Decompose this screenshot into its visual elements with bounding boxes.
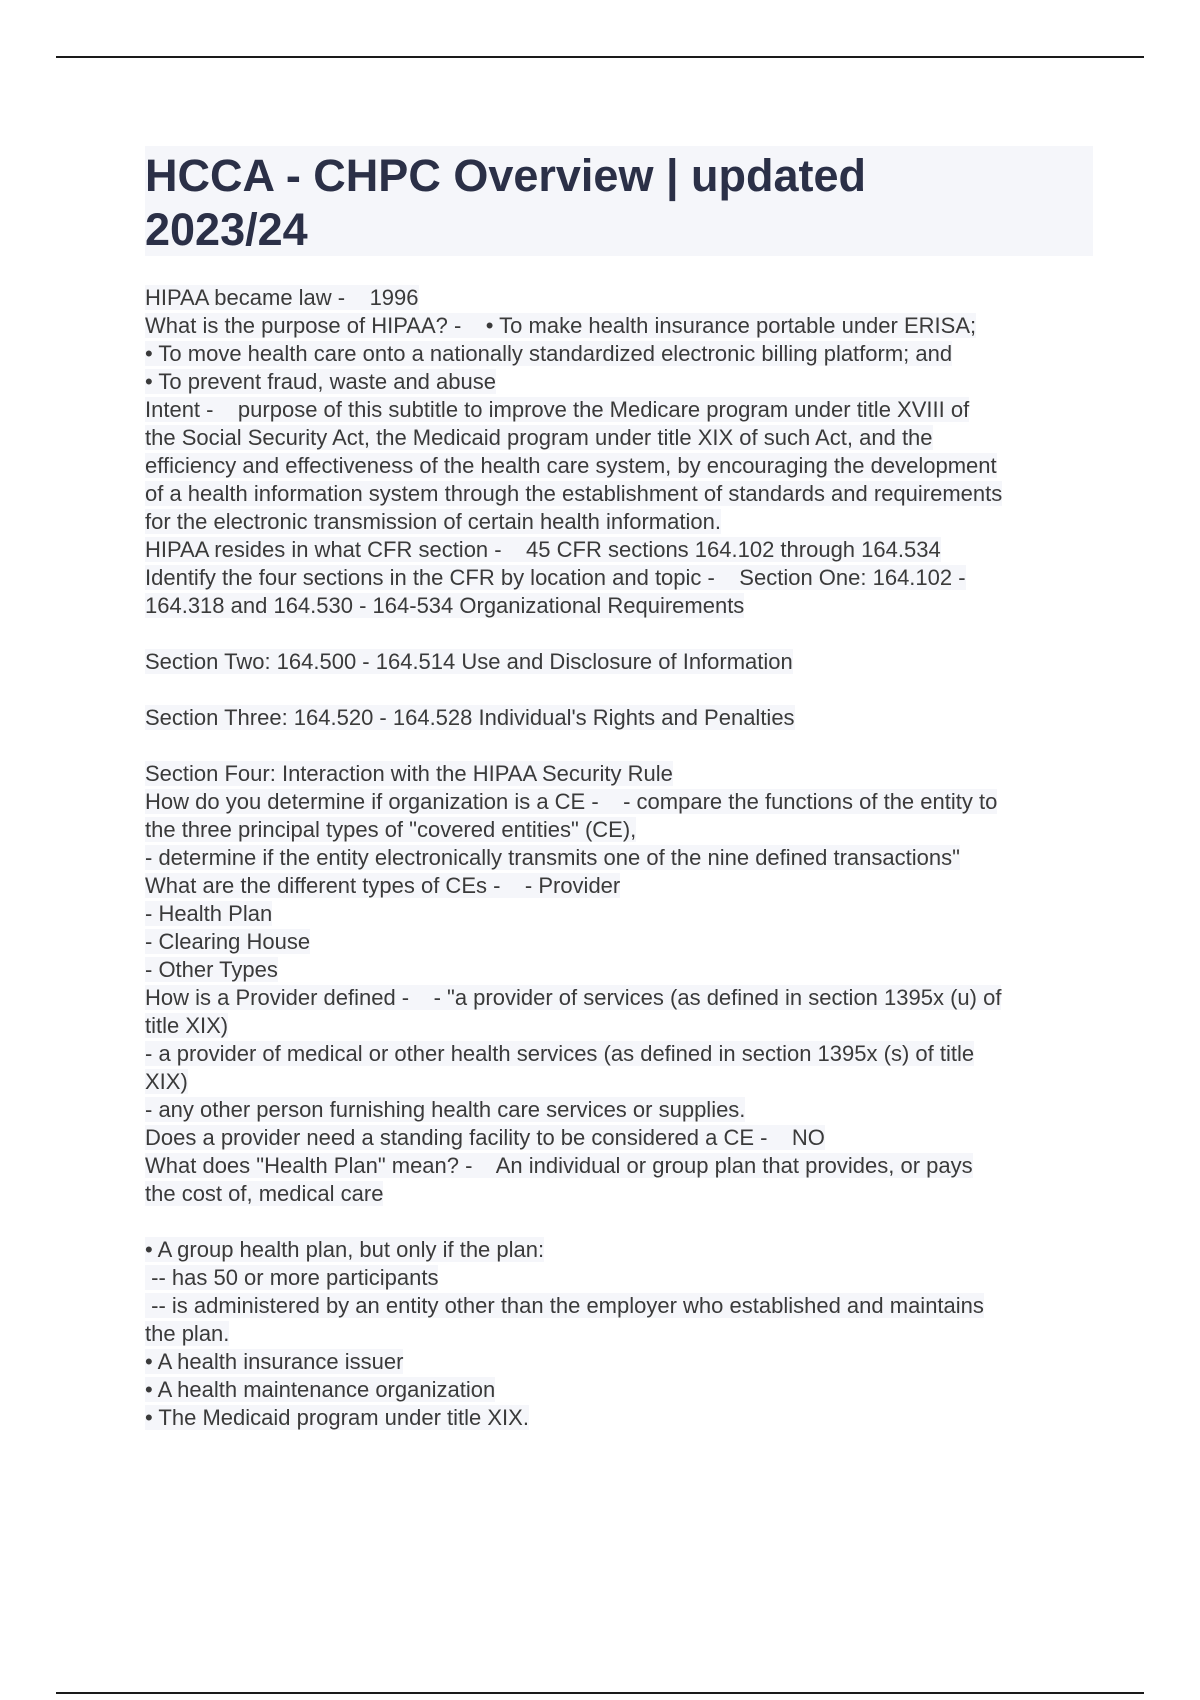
text-line-content: • The Medicaid program under title XIX. [145,1405,529,1430]
title-line-1: HCCA - CHPC Overview | updated [145,150,867,201]
text-line [145,872,1095,900]
text-line [145,564,1095,592]
bottom-divider [56,1692,1144,1694]
text-line-content: • A group health plan, but only if the plan: [145,1237,545,1262]
text-line [145,508,1095,536]
text-line [145,816,1095,844]
text-line [145,1180,1095,1208]
text-line-content: How is a Provider defined - - "a provider of services (as defined in section 1395x (u) of [145,985,1002,1010]
text-line [145,592,1095,620]
text-line [145,1320,1095,1348]
text-line-content: • To prevent fraud, waste and abuse [145,369,496,394]
text-line [145,1348,1095,1376]
text-line [145,1096,1095,1124]
text-line-content: Identify the four sections in the CFR by location and topic - Section One: 164.102 - [145,565,966,590]
title-line-2: 2023/24 [145,204,308,255]
text-line-content: - determine if the entity electronically transmits one of the nine defined transactions" [145,845,960,870]
text-line-content: - Health Plan [145,901,273,926]
text-line-content: the plan. [145,1321,230,1346]
text-line-content: - Other Types [145,957,278,982]
text-line [145,844,1095,872]
text-line [145,284,1095,312]
text-line-content: efficiency and effectiveness of the health care system, by encouraging the development [145,453,997,478]
text-line-content: for the electronic transmission of certain health information. [145,509,721,534]
text-line-content: Section Two: 164.500 - 164.514 Use and Disclosure of Information [145,649,793,674]
blank-line [145,620,1095,648]
text-line [145,1124,1095,1152]
text-line [145,480,1095,508]
text-line [145,368,1095,396]
text-line-content: Intent - purpose of this subtitle to improve the Medicare program under title XVIII of [145,397,970,422]
text-line [145,424,1095,452]
text-line-content: 164.318 and 164.530 - 164-534 Organizational Requirements [145,593,745,618]
text-line [145,312,1095,340]
text-line [145,760,1095,788]
text-line [145,1404,1095,1432]
text-line-content: What is the purpose of HIPAA? - • To make health insurance portable under ERISA; [145,313,977,338]
title-block [145,146,1093,256]
text-line [145,340,1095,368]
text-line [145,928,1095,956]
text-line [145,1012,1095,1040]
blank-line [145,676,1095,704]
text-line-content: of a health information system through the establishment of standards and requirements [145,481,1003,506]
text-line [145,704,1095,732]
text-line [145,1236,1095,1264]
text-line [145,788,1095,816]
text-line-content: What does "Health Plan" mean? - An individual or group plan that provides, or pays [145,1153,973,1178]
text-line-content: How do you determine if organization is a CE - - compare the functions of the entity to [145,789,998,814]
text-line [145,984,1095,1012]
text-line-content: Section Three: 164.520 - 164.528 Individual's Rights and Penalties [145,705,795,730]
text-line-content: HIPAA resides in what CFR section - 45 CFR sections 164.102 through 164.534 [145,537,941,562]
document-body [145,284,1095,1432]
text-line [145,1376,1095,1404]
text-line [145,1152,1095,1180]
text-line-content: • A health insurance issuer [145,1349,404,1374]
text-line [145,648,1095,676]
text-line [145,900,1095,928]
text-line-content: the three principal types of "covered entities" (CE), [145,817,637,842]
blank-line [145,732,1095,760]
text-line-content: - Clearing House [145,929,311,954]
text-line-content: - any other person furnishing health care services or supplies. [145,1097,746,1122]
text-line-content: Does a provider need a standing facility to be considered a CE - NO [145,1125,825,1150]
text-line-content: • A health maintenance organization [145,1377,496,1402]
text-line-content: Section Four: Interaction with the HIPAA Security Rule [145,761,673,786]
text-line-content: the cost of, medical care [145,1181,384,1206]
text-line [145,1068,1095,1096]
text-line [145,452,1095,480]
text-line-content: -- has 50 or more participants [145,1265,439,1290]
text-line-content: • To move health care onto a nationally standardized electronic billing platform; and [145,341,953,366]
text-line [145,536,1095,564]
text-line-content: XIX) [145,1069,188,1094]
text-line [145,1292,1095,1320]
text-line [145,396,1095,424]
text-line-content: title XIX) [145,1013,229,1038]
text-line [145,1264,1095,1292]
text-line-content: What are the different types of CEs - - Provider [145,873,621,898]
top-divider [56,56,1144,58]
text-line [145,956,1095,984]
text-line-content: -- is administered by an entity other than the employer who established and maintains [145,1293,984,1318]
text-line-content: HIPAA became law - 1996 [145,285,419,310]
text-line-content: - a provider of medical or other health services (as defined in section 1395x (s) of title [145,1041,975,1066]
page-title [145,146,1093,257]
text-line [145,1040,1095,1068]
text-line-content: the Social Security Act, the Medicaid program under title XIX of such Act, and the [145,425,933,450]
blank-line [145,1208,1095,1236]
